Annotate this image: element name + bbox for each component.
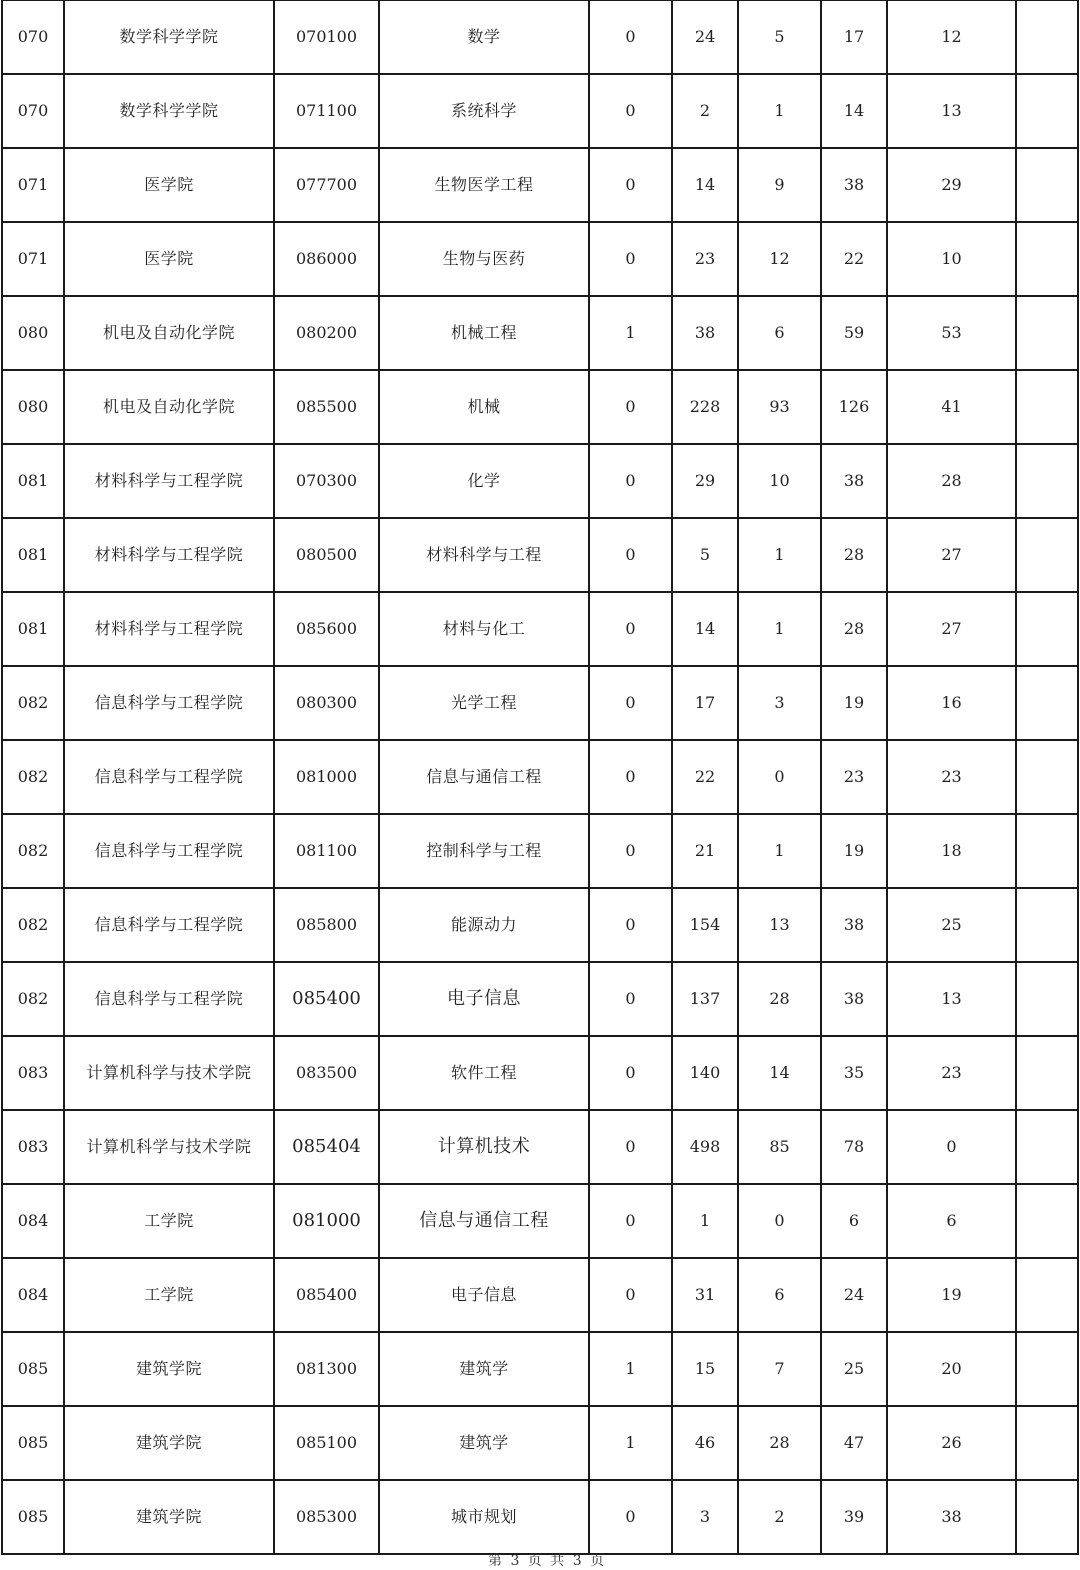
college-name-cell: 信息科学与工程学院: [64, 814, 274, 888]
count-col-5-cell: 13: [887, 74, 1016, 148]
count-col-4-cell: 22: [821, 222, 887, 296]
table-row: [2, 1480, 1078, 1554]
major-code-cell: 083500: [274, 1036, 379, 1110]
major-name-cell: 计算机技术: [379, 1110, 589, 1184]
blank-col-cell: [1016, 888, 1078, 962]
count-col-3-cell: 1: [738, 74, 821, 148]
count-col-3-cell: 9: [738, 148, 821, 222]
major-name-cell: 光学工程: [379, 666, 589, 740]
major-code-cell: 085400: [274, 962, 379, 1036]
college-code-cell: 084: [2, 1258, 64, 1332]
count-col-5-cell: 13: [887, 962, 1016, 1036]
college-code-cell: 071: [2, 148, 64, 222]
count-col-1-cell: 0: [589, 370, 672, 444]
major-code-cell: 085800: [274, 888, 379, 962]
count-col-1-cell: 0: [589, 888, 672, 962]
table-row: [2, 814, 1078, 888]
count-col-2-cell: 14: [672, 148, 738, 222]
count-col-1-cell: 1: [589, 296, 672, 370]
count-col-1-cell: 1: [589, 1406, 672, 1480]
count-col-3-cell: 10: [738, 444, 821, 518]
table-row: [2, 1110, 1078, 1184]
major-name-cell: 生物医学工程: [379, 148, 589, 222]
table-row: [2, 1332, 1078, 1406]
college-name-cell: 建筑学院: [64, 1406, 274, 1480]
major-name-cell: 能源动力: [379, 888, 589, 962]
college-code-cell: 081: [2, 592, 64, 666]
college-code-cell: 082: [2, 666, 64, 740]
table-row: [2, 222, 1078, 296]
count-col-3-cell: 6: [738, 1258, 821, 1332]
count-col-5-cell: 16: [887, 666, 1016, 740]
count-col-1-cell: 0: [589, 0, 672, 74]
major-name-cell: 机械工程: [379, 296, 589, 370]
count-col-5-cell: 10: [887, 222, 1016, 296]
college-code-cell: 085: [2, 1480, 64, 1554]
count-col-1-cell: 0: [589, 1110, 672, 1184]
count-col-2-cell: 24: [672, 0, 738, 74]
count-col-4-cell: 28: [821, 592, 887, 666]
count-col-3-cell: 0: [738, 740, 821, 814]
college-code-cell: 082: [2, 962, 64, 1036]
blank-col-cell: [1016, 666, 1078, 740]
major-name-cell: 控制科学与工程: [379, 814, 589, 888]
blank-col-cell: [1016, 518, 1078, 592]
count-col-1-cell: 0: [589, 740, 672, 814]
count-col-5-cell: 0: [887, 1110, 1016, 1184]
college-name-cell: 医学院: [64, 148, 274, 222]
major-name-cell: 信息与通信工程: [379, 740, 589, 814]
major-code-cell: 070300: [274, 444, 379, 518]
count-col-2-cell: 21: [672, 814, 738, 888]
college-name-cell: 信息科学与工程学院: [64, 962, 274, 1036]
count-col-5-cell: 23: [887, 1036, 1016, 1110]
count-col-5-cell: 19: [887, 1258, 1016, 1332]
table-row: [2, 1406, 1078, 1480]
count-col-2-cell: 17: [672, 666, 738, 740]
major-code-cell: 085100: [274, 1406, 379, 1480]
major-name-cell: 数学: [379, 0, 589, 74]
table-row: [2, 0, 1078, 74]
blank-col-cell: [1016, 1332, 1078, 1406]
blank-col-cell: [1016, 222, 1078, 296]
college-code-cell: 083: [2, 1110, 64, 1184]
blank-col-cell: [1016, 1258, 1078, 1332]
count-col-3-cell: 14: [738, 1036, 821, 1110]
count-col-1-cell: 0: [589, 222, 672, 296]
count-col-1-cell: 0: [589, 1258, 672, 1332]
table-row: [2, 1036, 1078, 1110]
college-name-cell: 信息科学与工程学院: [64, 888, 274, 962]
table-row: [2, 74, 1078, 148]
blank-col-cell: [1016, 296, 1078, 370]
table-row: [2, 888, 1078, 962]
count-col-2-cell: 38: [672, 296, 738, 370]
count-col-3-cell: 28: [738, 1406, 821, 1480]
blank-col-cell: [1016, 1184, 1078, 1258]
major-code-cell: 085404: [274, 1110, 379, 1184]
major-name-cell: 机械: [379, 370, 589, 444]
college-name-cell: 工学院: [64, 1258, 274, 1332]
table-body: [2, 0, 1078, 1554]
table-row: [2, 962, 1078, 1036]
college-code-cell: 085: [2, 1332, 64, 1406]
count-col-2-cell: 228: [672, 370, 738, 444]
count-col-3-cell: 85: [738, 1110, 821, 1184]
count-col-3-cell: 0: [738, 1184, 821, 1258]
count-col-4-cell: 28: [821, 518, 887, 592]
count-col-3-cell: 1: [738, 814, 821, 888]
count-col-2-cell: 3: [672, 1480, 738, 1554]
count-col-4-cell: 35: [821, 1036, 887, 1110]
count-col-2-cell: 154: [672, 888, 738, 962]
count-col-5-cell: 29: [887, 148, 1016, 222]
count-col-1-cell: 0: [589, 962, 672, 1036]
count-col-1-cell: 0: [589, 592, 672, 666]
college-code-cell: 081: [2, 518, 64, 592]
count-col-3-cell: 3: [738, 666, 821, 740]
major-code-cell: 081000: [274, 1184, 379, 1258]
college-name-cell: 计算机科学与技术学院: [64, 1110, 274, 1184]
count-col-2-cell: 137: [672, 962, 738, 1036]
major-code-cell: 085600: [274, 592, 379, 666]
college-code-cell: 070: [2, 0, 64, 74]
count-col-3-cell: 5: [738, 0, 821, 74]
count-col-4-cell: 39: [821, 1480, 887, 1554]
table-row: [2, 1258, 1078, 1332]
table-row: [2, 518, 1078, 592]
table-row: [2, 740, 1078, 814]
count-col-4-cell: 17: [821, 0, 887, 74]
count-col-1-cell: 1: [589, 1332, 672, 1406]
blank-col-cell: [1016, 0, 1078, 74]
count-col-3-cell: 12: [738, 222, 821, 296]
count-col-3-cell: 13: [738, 888, 821, 962]
blank-col-cell: [1016, 962, 1078, 1036]
table-row: [2, 1184, 1078, 1258]
college-name-cell: 数学科学学院: [64, 74, 274, 148]
major-code-cell: 071100: [274, 74, 379, 148]
count-col-3-cell: 6: [738, 296, 821, 370]
college-code-cell: 083: [2, 1036, 64, 1110]
major-name-cell: 信息与通信工程: [379, 1184, 589, 1258]
count-col-3-cell: 1: [738, 518, 821, 592]
major-name-cell: 生物与医药: [379, 222, 589, 296]
table-row: [2, 592, 1078, 666]
college-code-cell: 082: [2, 740, 64, 814]
college-name-cell: 材料科学与工程学院: [64, 518, 274, 592]
major-code-cell: 080500: [274, 518, 379, 592]
blank-col-cell: [1016, 740, 1078, 814]
count-col-5-cell: 18: [887, 814, 1016, 888]
count-col-4-cell: 25: [821, 1332, 887, 1406]
college-name-cell: 机电及自动化学院: [64, 296, 274, 370]
count-col-1-cell: 0: [589, 1184, 672, 1258]
table-row: [2, 370, 1078, 444]
count-col-4-cell: 38: [821, 962, 887, 1036]
major-code-cell: 086000: [274, 222, 379, 296]
college-name-cell: 医学院: [64, 222, 274, 296]
blank-col-cell: [1016, 74, 1078, 148]
count-col-1-cell: 0: [589, 666, 672, 740]
count-col-1-cell: 0: [589, 814, 672, 888]
count-col-1-cell: 0: [589, 444, 672, 518]
blank-col-cell: [1016, 148, 1078, 222]
blank-col-cell: [1016, 1110, 1078, 1184]
page-footer: 第 3 页 共 3 页: [488, 1553, 607, 1569]
major-code-cell: 070100: [274, 0, 379, 74]
major-code-cell: 081100: [274, 814, 379, 888]
count-col-3-cell: 7: [738, 1332, 821, 1406]
count-col-2-cell: 29: [672, 444, 738, 518]
count-col-5-cell: 27: [887, 518, 1016, 592]
college-name-cell: 信息科学与工程学院: [64, 666, 274, 740]
major-code-cell: 081300: [274, 1332, 379, 1406]
count-col-5-cell: 53: [887, 296, 1016, 370]
count-col-4-cell: 47: [821, 1406, 887, 1480]
count-col-1-cell: 0: [589, 1036, 672, 1110]
count-col-2-cell: 15: [672, 1332, 738, 1406]
count-col-1-cell: 0: [589, 74, 672, 148]
major-code-cell: 085300: [274, 1480, 379, 1554]
count-col-3-cell: 1: [738, 592, 821, 666]
college-name-cell: 计算机科学与技术学院: [64, 1036, 274, 1110]
count-col-3-cell: 93: [738, 370, 821, 444]
count-col-4-cell: 14: [821, 74, 887, 148]
count-col-4-cell: 19: [821, 666, 887, 740]
table-row: [2, 148, 1078, 222]
count-col-4-cell: 38: [821, 444, 887, 518]
college-name-cell: 数学科学学院: [64, 0, 274, 74]
count-col-2-cell: 140: [672, 1036, 738, 1110]
count-col-2-cell: 46: [672, 1406, 738, 1480]
major-name-cell: 系统科学: [379, 74, 589, 148]
count-col-5-cell: 26: [887, 1406, 1016, 1480]
count-col-3-cell: 2: [738, 1480, 821, 1554]
count-col-5-cell: 27: [887, 592, 1016, 666]
count-col-4-cell: 19: [821, 814, 887, 888]
major-name-cell: 电子信息: [379, 1258, 589, 1332]
major-name-cell: 化学: [379, 444, 589, 518]
table-row: [2, 666, 1078, 740]
count-col-4-cell: 78: [821, 1110, 887, 1184]
college-code-cell: 082: [2, 888, 64, 962]
college-code-cell: 085: [2, 1406, 64, 1480]
count-col-2-cell: 22: [672, 740, 738, 814]
count-col-2-cell: 1: [672, 1184, 738, 1258]
count-col-2-cell: 2: [672, 74, 738, 148]
college-name-cell: 工学院: [64, 1184, 274, 1258]
count-col-2-cell: 23: [672, 222, 738, 296]
count-col-5-cell: 6: [887, 1184, 1016, 1258]
major-name-cell: 材料科学与工程: [379, 518, 589, 592]
major-name-cell: 材料与化工: [379, 592, 589, 666]
major-name-cell: 软件工程: [379, 1036, 589, 1110]
count-col-1-cell: 0: [589, 518, 672, 592]
college-code-cell: 070: [2, 74, 64, 148]
count-col-4-cell: 38: [821, 888, 887, 962]
enrollment-table: [1, 0, 1079, 1555]
college-name-cell: 建筑学院: [64, 1480, 274, 1554]
college-name-cell: 材料科学与工程学院: [64, 592, 274, 666]
blank-col-cell: [1016, 1480, 1078, 1554]
college-code-cell: 080: [2, 370, 64, 444]
major-code-cell: 080300: [274, 666, 379, 740]
college-name-cell: 信息科学与工程学院: [64, 740, 274, 814]
college-code-cell: 071: [2, 222, 64, 296]
college-code-cell: 082: [2, 814, 64, 888]
college-name-cell: 材料科学与工程学院: [64, 444, 274, 518]
count-col-5-cell: 25: [887, 888, 1016, 962]
table-row: [2, 296, 1078, 370]
college-code-cell: 084: [2, 1184, 64, 1258]
major-name-cell: 城市规划: [379, 1480, 589, 1554]
count-col-5-cell: 28: [887, 444, 1016, 518]
major-code-cell: 080200: [274, 296, 379, 370]
count-col-5-cell: 38: [887, 1480, 1016, 1554]
count-col-5-cell: 23: [887, 740, 1016, 814]
count-col-2-cell: 498: [672, 1110, 738, 1184]
count-col-2-cell: 31: [672, 1258, 738, 1332]
blank-col-cell: [1016, 370, 1078, 444]
college-name-cell: 机电及自动化学院: [64, 370, 274, 444]
count-col-4-cell: 6: [821, 1184, 887, 1258]
college-code-cell: 081: [2, 444, 64, 518]
major-code-cell: 077700: [274, 148, 379, 222]
count-col-4-cell: 23: [821, 740, 887, 814]
count-col-4-cell: 24: [821, 1258, 887, 1332]
blank-col-cell: [1016, 592, 1078, 666]
count-col-4-cell: 59: [821, 296, 887, 370]
college-code-cell: 080: [2, 296, 64, 370]
count-col-1-cell: 0: [589, 148, 672, 222]
college-name-cell: 建筑学院: [64, 1332, 274, 1406]
major-code-cell: 085400: [274, 1258, 379, 1332]
count-col-5-cell: 20: [887, 1332, 1016, 1406]
major-name-cell: 建筑学: [379, 1406, 589, 1480]
blank-col-cell: [1016, 1406, 1078, 1480]
count-col-3-cell: 28: [738, 962, 821, 1036]
count-col-1-cell: 0: [589, 1480, 672, 1554]
major-name-cell: 建筑学: [379, 1332, 589, 1406]
count-col-2-cell: 5: [672, 518, 738, 592]
blank-col-cell: [1016, 444, 1078, 518]
count-col-5-cell: 12: [887, 0, 1016, 74]
blank-col-cell: [1016, 1036, 1078, 1110]
table-row: [2, 444, 1078, 518]
major-name-cell: 电子信息: [379, 962, 589, 1036]
count-col-4-cell: 38: [821, 148, 887, 222]
count-col-4-cell: 126: [821, 370, 887, 444]
count-col-5-cell: 41: [887, 370, 1016, 444]
blank-col-cell: [1016, 814, 1078, 888]
major-code-cell: 081000: [274, 740, 379, 814]
major-code-cell: 085500: [274, 370, 379, 444]
count-col-2-cell: 14: [672, 592, 738, 666]
